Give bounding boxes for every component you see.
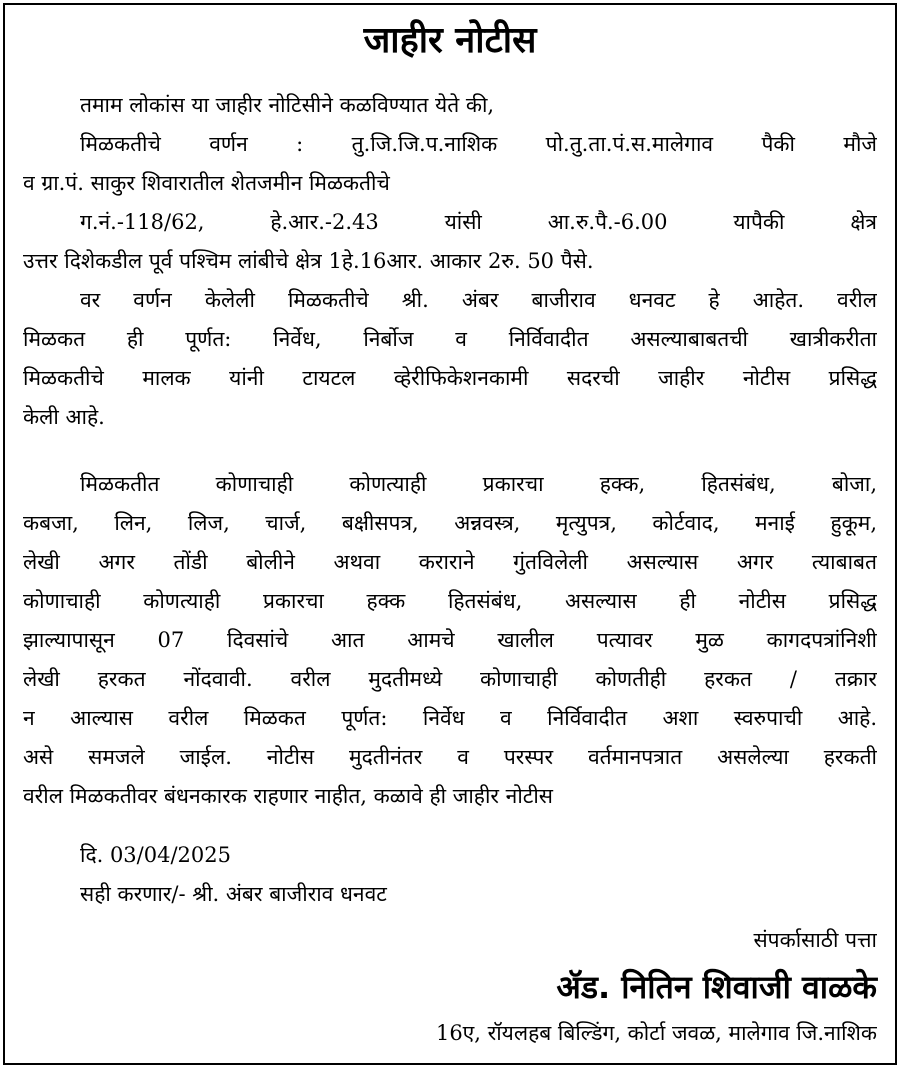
notice-line: ग.नं.-118/62, हे.आर.-2.43 यांसी आ.रु.पै.-6.00 यापैकी क्षेत्र bbox=[80, 210, 877, 234]
notice-date: दि. 03/04/2025 bbox=[80, 843, 231, 867]
notice-line: न आल्यास वरील मिळकत पूर्णत: निर्वेध व निर्विवादीत अशा स्वरुपाची आहे. bbox=[23, 706, 877, 730]
public-notice bbox=[3, 3, 897, 1065]
advocate-name: ॲड. नितिन शिवाजी वाळके bbox=[556, 968, 877, 1006]
notice-line: वरील मिळकतीवर बंधनकारक राहणार नाहीत, कळावे ही जाहीर नोटीस bbox=[23, 784, 553, 808]
notice-title: जाहीर नोटीस bbox=[363, 20, 537, 61]
notice-line: लेखी अगर तोंडी बोलीने अथवा कराराने गुंतविलेली असल्यास अगर त्याबाबत bbox=[23, 550, 877, 574]
notice-line: वर वर्णन केलेली मिळकतीचे श्री. अंबर बाजीराव धनवट हे आहेत. वरील bbox=[80, 288, 877, 312]
notice-line: तमाम लोकांस या जाहीर नोटिसीने कळविण्यात येते की, bbox=[80, 93, 495, 117]
advocate-address: 16ए, रॉयलहब बिल्डिंग, कोर्टा जवळ, मालेगाव जि.नाशिक bbox=[435, 1021, 877, 1045]
notice-line: मिळकतीचे वर्णन : तु.जि.जि.प.नाशिक पो.तु.ता.पं.स.मालेगाव पैकी मौजे bbox=[80, 132, 877, 156]
notice-line: मिळकत ही पूर्णत: निर्वेध, निर्बोज व निर्विवादीत असल्याबाबतची खात्रीकरीता bbox=[23, 327, 877, 351]
notice-line: मिळकतीत कोणाचाही कोणत्याही प्रकारचा हक्क, हितसंबंध, बोजा, bbox=[80, 472, 877, 496]
contact-label: संपर्कासाठी पत्ता bbox=[753, 928, 877, 952]
notice-line: झाल्यापासून 07 दिवसांचे आत आमचे खालील पत्यावर मुळ कागदपत्रांनिशी bbox=[23, 628, 877, 652]
notice-line: केली आहे. bbox=[23, 405, 105, 429]
notice-line: उत्तर दिशेकडील पूर्व पश्चिम लांबीचे क्षेत्र 1हे.16आर. आकार 2रु. 50 पैसे. bbox=[23, 249, 594, 273]
signature-line: सही करणार/- श्री. अंबर बाजीराव धनवट bbox=[80, 882, 387, 906]
notice-line: कोणाचाही कोणत्याही प्रकारचा हक्क हितसंबंध, असल्यास ही नोटीस प्रसिद्ध bbox=[23, 589, 877, 613]
notice-line: व ग्रा.पं. साकुर शिवारातील शेतजमीन मिळकतीचे bbox=[23, 171, 390, 195]
notice-line: लेखी हरकत नोंदवावी. वरील मुदतीमध्ये कोणाचाही कोणतीही हरकत / तक्रार bbox=[23, 667, 877, 691]
notice-line: मिळकतीचे मालक यांनी टायटल व्हेरीफिकेशनकामी सदरची जाहीर नोटीस प्रसिद्ध bbox=[23, 366, 877, 390]
notice-line: कबजा, लिन, लिज, चार्ज, बक्षीसपत्र, अन्नवस्त्र, मृत्युपत्र, कोर्टवाद, मनाई हुकूम, bbox=[23, 511, 877, 535]
notice-line: असे समजले जाईल. नोटीस मुदतीनंतर व परस्पर वर्तमानपत्रात असलेल्या हरकती bbox=[23, 745, 877, 769]
